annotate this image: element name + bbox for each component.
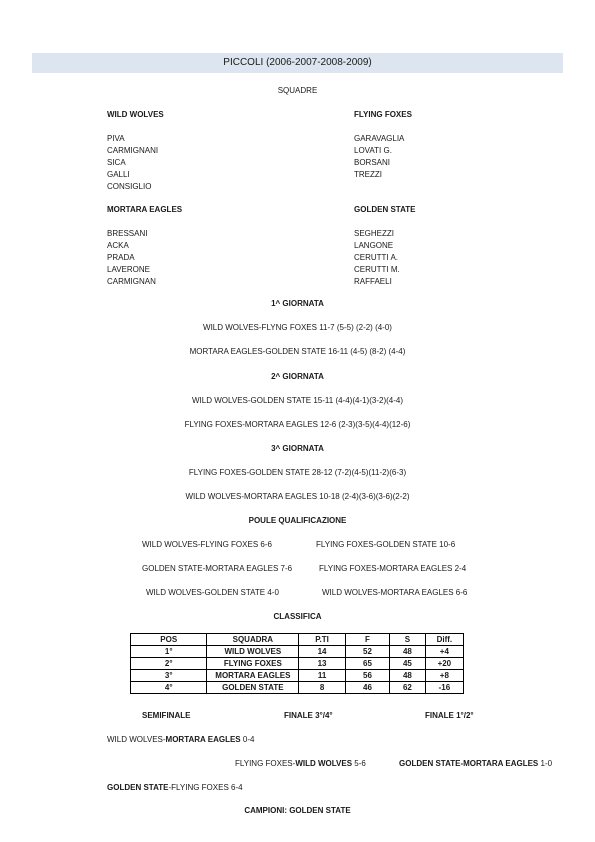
table-cell: 2° xyxy=(131,658,207,670)
team-roster-wild-wolves xyxy=(107,109,164,193)
standings-table xyxy=(130,633,464,694)
semifinale-label: SEMIFINALE xyxy=(142,711,191,720)
table-cell: GOLDEN STATE xyxy=(207,682,299,694)
match-result: MORTARA EAGLES-GOLDEN STATE 16-11 (4-5) (8-2) (4-4) xyxy=(189,347,406,356)
team-b-winner: WILD WOLVES xyxy=(295,759,353,768)
table-cell: WILD WOLVES xyxy=(207,646,299,658)
table-cell: -16 xyxy=(425,682,463,694)
poule-heading: POULE QUALIFICAZIONE xyxy=(248,516,347,525)
round-heading: 3^ GIORNATA xyxy=(271,444,324,453)
team-b: -FLYING FOXES xyxy=(168,783,229,792)
score: 0-4 xyxy=(240,735,255,744)
poule-match: FLYING FOXES-MORTARA EAGLES 2-4 xyxy=(319,564,467,573)
player: SICA xyxy=(107,158,126,167)
classifica-heading: CLASSIFICA xyxy=(273,612,322,621)
table-cell: 3° xyxy=(131,670,207,682)
team-roster-mortara-eagles xyxy=(107,204,182,288)
table-row xyxy=(131,646,464,658)
player: LOVATI G. xyxy=(354,146,392,155)
table-cell: 4° xyxy=(131,682,207,694)
poule-match: WILD WOLVES-GOLDEN STATE 4-0 xyxy=(146,588,279,597)
player: BORSANI xyxy=(354,158,391,167)
player: PIVA xyxy=(107,134,125,143)
table-cell: +20 xyxy=(425,658,463,670)
table-cell: 62 xyxy=(390,682,426,694)
teams: GOLDEN STATE-MORTARA EAGLES xyxy=(399,759,539,768)
table-cell: 48 xyxy=(390,646,426,658)
semifinal-1-result xyxy=(107,735,254,744)
player: GALLI xyxy=(107,170,130,179)
table-cell: +4 xyxy=(425,646,463,658)
table-cell: 1° xyxy=(131,646,207,658)
column-header: S xyxy=(390,634,426,646)
player: LAVERONE xyxy=(107,265,150,274)
poule-match: WILD WOLVES-FLYING FOXES 6-6 xyxy=(142,540,272,549)
final-12-result xyxy=(399,759,552,768)
match-result: WILD WOLVES-MORTARA EAGLES 10-18 (2-4)(3-6)(3-6)(2-2) xyxy=(185,492,410,501)
table-cell: 48 xyxy=(390,670,426,682)
player: CARMIGNAN xyxy=(107,277,156,286)
match-result: WILD WOLVES-FLYNG FOXES 11-7 (5-5) (2-2) (4-0) xyxy=(203,323,392,332)
table-row xyxy=(131,658,464,670)
table-row xyxy=(131,670,464,682)
table-cell: FLYING FOXES xyxy=(207,658,299,670)
team-name: FLYING FOXES xyxy=(354,110,412,119)
squadre-heading: SQUADRE xyxy=(277,86,318,95)
player: TREZZI xyxy=(354,170,382,179)
poule-match: GOLDEN STATE-MORTARA EAGLES 7-6 xyxy=(142,564,293,573)
column-header: F xyxy=(345,634,389,646)
round-heading: 2^ GIORNATA xyxy=(271,372,324,381)
round-heading: 1^ GIORNATA xyxy=(271,299,324,308)
team-name: GOLDEN STATE xyxy=(354,205,416,214)
finale-12-label: FINALE 1°/2° xyxy=(425,711,474,720)
column-header: SQUADRA xyxy=(207,634,299,646)
player: CERUTTI M. xyxy=(354,265,400,274)
table-cell: 13 xyxy=(299,658,346,670)
column-header: POS xyxy=(131,634,207,646)
semifinal-2-result xyxy=(107,783,243,792)
finale-34-label: FINALE 3°/4° xyxy=(284,711,333,720)
column-header: Diff. xyxy=(425,634,463,646)
page-title: PICCOLI (2006-2007-2008-2009) xyxy=(32,53,563,73)
player: GARAVAGLIA xyxy=(354,134,405,143)
player: ACKA xyxy=(107,241,129,250)
table-cell: 65 xyxy=(345,658,389,670)
match-result: WILD WOLVES-GOLDEN STATE 15-11 (4-4)(4-1)(3-2)(4-4) xyxy=(192,396,403,405)
player: BRESSANI xyxy=(107,229,148,238)
match-result: FLYING FOXES-MORTARA EAGLES 12-6 (2-3)(3-5)(4-4)(12-6) xyxy=(184,420,411,429)
player: CONSIGLIO xyxy=(107,182,152,191)
player: RAFFAELI xyxy=(354,277,392,286)
table-cell: MORTARA EAGLES xyxy=(207,670,299,682)
score: 1-0 xyxy=(538,759,553,768)
team-a-winner: GOLDEN STATE xyxy=(107,783,169,792)
player: SEGHEZZI xyxy=(354,229,395,238)
table-row xyxy=(131,682,464,694)
table-cell: 8 xyxy=(299,682,346,694)
table-header-row xyxy=(131,634,464,646)
table-cell: 11 xyxy=(299,670,346,682)
player: LANGONE xyxy=(354,241,394,250)
team-roster-flying-foxes xyxy=(354,109,412,181)
player: PRADA xyxy=(107,253,135,262)
column-header: P.TI xyxy=(299,634,346,646)
player: CARMIGNANI xyxy=(107,146,159,155)
team-name: MORTARA EAGLES xyxy=(107,205,183,214)
table-cell: 45 xyxy=(390,658,426,670)
team-b-winner: MORTARA EAGLES xyxy=(165,735,241,744)
match-result: FLYING FOXES-GOLDEN STATE 28-12 (7-2)(4-5)(11-2)(6-3) xyxy=(188,468,407,477)
final-34-result xyxy=(235,759,366,768)
table-cell: 14 xyxy=(299,646,346,658)
team-name: WILD WOLVES xyxy=(107,110,164,119)
team-a: FLYING FOXES- xyxy=(235,759,296,768)
table-cell: 46 xyxy=(345,682,389,694)
player: CERUTTI A. xyxy=(354,253,399,262)
table-cell: 56 xyxy=(345,670,389,682)
poule-match: FLYING FOXES-GOLDEN STATE 10-6 xyxy=(316,540,456,549)
champions-line: CAMPIONI: GOLDEN STATE xyxy=(244,806,351,815)
score: 6-4 xyxy=(228,783,243,792)
team-roster-golden-state xyxy=(354,204,415,288)
table-cell: +8 xyxy=(425,670,463,682)
score: 5-6 xyxy=(352,759,366,768)
team-a: WILD WOLVES- xyxy=(107,735,166,744)
poule-match: WILD WOLVES-MORTARA EAGLES 6-6 xyxy=(322,588,468,597)
table-cell: 52 xyxy=(345,646,389,658)
